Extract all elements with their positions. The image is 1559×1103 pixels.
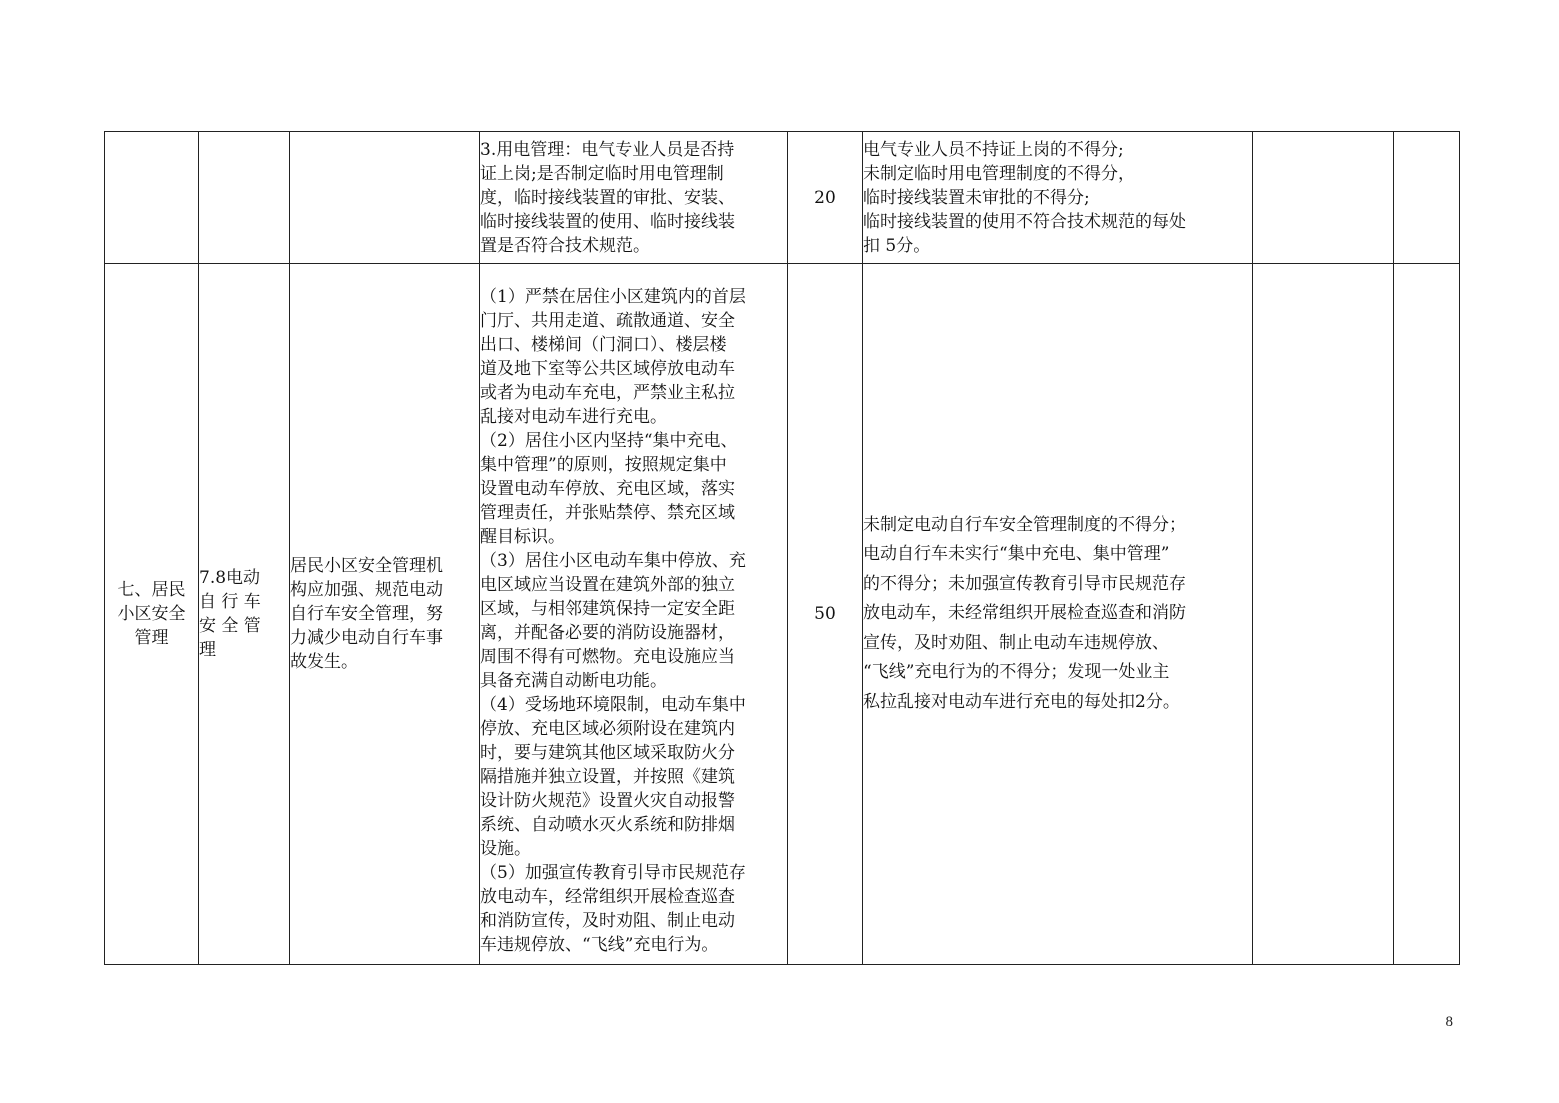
item-line: 7.8电动	[199, 568, 261, 588]
content-cell	[480, 132, 788, 264]
content-line: （5）加强宣传教育引导市民规范存	[480, 863, 746, 883]
content-line: 出口、楼梯间（门洞口）、楼层楼	[480, 335, 727, 355]
score-cell: 20	[788, 132, 863, 264]
content-line: 时，要与建筑其他区域采取防火分	[480, 743, 735, 763]
category-cell	[105, 264, 199, 965]
content-line: 具备充满自动断电功能。	[480, 671, 667, 691]
criteria-cell	[863, 264, 1253, 965]
criteria-line: “飞线”充电行为的不得分；发现一处业主	[863, 662, 1170, 683]
content-line: 设置电动车停放、充电区域，落实	[480, 479, 735, 499]
requirement-cell	[290, 264, 480, 965]
remarks-cell	[1394, 264, 1460, 965]
criteria-line: 放电动车，未经常组织开展检查巡查和消防	[863, 603, 1186, 624]
content-line: 隔措施并独立设置，并按照《建筑	[480, 767, 735, 787]
self-check-cell	[1253, 132, 1394, 264]
criteria-line: 扣 5分。	[863, 235, 931, 256]
category-line: 小区安全	[117, 604, 186, 624]
content-line: （1）严禁在居住小区建筑内的首层	[480, 287, 746, 307]
category-cell	[105, 132, 199, 264]
requirement-line: 构应加强、规范电动	[290, 580, 443, 600]
requirement-line: 居民小区安全管理机	[290, 556, 443, 576]
content-cell	[480, 264, 788, 965]
criteria-line: 电气专业人员不持证上岗的不得分;	[863, 139, 1124, 160]
page-number: 8	[1445, 1014, 1453, 1030]
criteria-line: 的不得分；未加强宣传教育引导市民规范存	[863, 573, 1186, 594]
requirement-cell	[290, 132, 480, 264]
criteria-line: 未制定电动自行车安全管理制度的不得分；	[863, 514, 1186, 535]
content-line: 集中管理”的原则，按照规定集中	[480, 455, 727, 475]
score-cell: 50	[788, 264, 863, 965]
content-line: 乱接对电动车进行充电。	[480, 407, 667, 427]
content-line: 周围不得有可燃物。充电设施应当	[480, 647, 735, 667]
category-line: 七、居民	[117, 580, 186, 600]
content-line: （3）居住小区电动车集中停放、充	[480, 551, 746, 571]
criteria-line: 临时接线装置的使用不符合技术规范的每处	[863, 211, 1186, 232]
table-row	[105, 264, 1460, 965]
item-line: 自 行 车	[199, 592, 261, 612]
item-cell	[199, 264, 290, 965]
content-line: 证上岗;是否制定临时用电管理制	[480, 163, 724, 184]
content-line: 设施。	[480, 839, 531, 859]
criteria-line: 未制定临时用电管理制度的不得分，	[863, 163, 1135, 184]
content-line: 度，临时接线装置的审批、安装、	[480, 187, 735, 208]
table-row	[105, 132, 1460, 264]
content-line: 临时接线装置的使用、临时接线装	[480, 211, 735, 232]
requirement-line: 自行车安全管理，努	[290, 604, 443, 624]
criteria-line: 临时接线装置未审批的不得分;	[863, 187, 1090, 208]
content-line: 和消防宣传，及时劝阻、制止电动	[480, 911, 735, 931]
content-line: 电区域应当设置在建筑外部的独立	[480, 575, 735, 595]
content-line: 道及地下室等公共区域停放电动车	[480, 359, 735, 379]
remarks-cell	[1394, 132, 1460, 264]
content-line: 设计防火规范》设置火灾自动报警	[480, 791, 735, 811]
content-line: 停放、充电区域必须附设在建筑内	[480, 719, 735, 739]
content-line: 醒目标识。	[480, 527, 565, 547]
criteria-line: 宣传，及时劝阻、制止电动车违规停放、	[863, 632, 1169, 653]
criteria-cell	[863, 132, 1253, 264]
content-line: （2）居住小区内坚持“集中充电、	[480, 431, 738, 451]
content-line: 车违规停放、“飞线”充电行为。	[480, 935, 719, 955]
content-line: 区域，与相邻建筑保持一定安全距	[480, 599, 735, 619]
content-line: 离，并配备必要的消防设施器材，	[480, 623, 735, 643]
content-line: 门厅、共用走道、疏散通道、安全	[480, 311, 735, 331]
content-line: （4）受场地环境限制，电动车集中	[480, 695, 746, 715]
criteria-line: 电动自行车未实行“集中充电、集中管理”	[863, 544, 1170, 565]
content-line: 3.用电管理：电气专业人员是否持	[480, 139, 735, 160]
requirement-line: 力减少电动自行车事	[290, 628, 443, 648]
content-line: 管理责任，并张贴禁停、禁充区域	[480, 503, 735, 523]
item-line: 理	[199, 640, 216, 660]
content-line: 系统、自动喷水灭火系统和防排烟	[480, 815, 735, 835]
item-line: 安 全 管	[199, 616, 261, 636]
criteria-line: 私拉乱接对电动车进行充电的每处扣2分。	[863, 691, 1180, 712]
content-line: 放电动车，经常组织开展检查巡查	[480, 887, 735, 907]
requirement-line: 故发生。	[290, 652, 358, 672]
content-line: 或者为电动车充电，严禁业主私拉	[480, 383, 735, 403]
self-check-cell	[1253, 264, 1394, 965]
item-cell	[199, 132, 290, 264]
category-line: 管理	[134, 628, 169, 648]
content-line: 置是否符合技术规范。	[480, 235, 650, 256]
evaluation-table	[104, 131, 1460, 965]
